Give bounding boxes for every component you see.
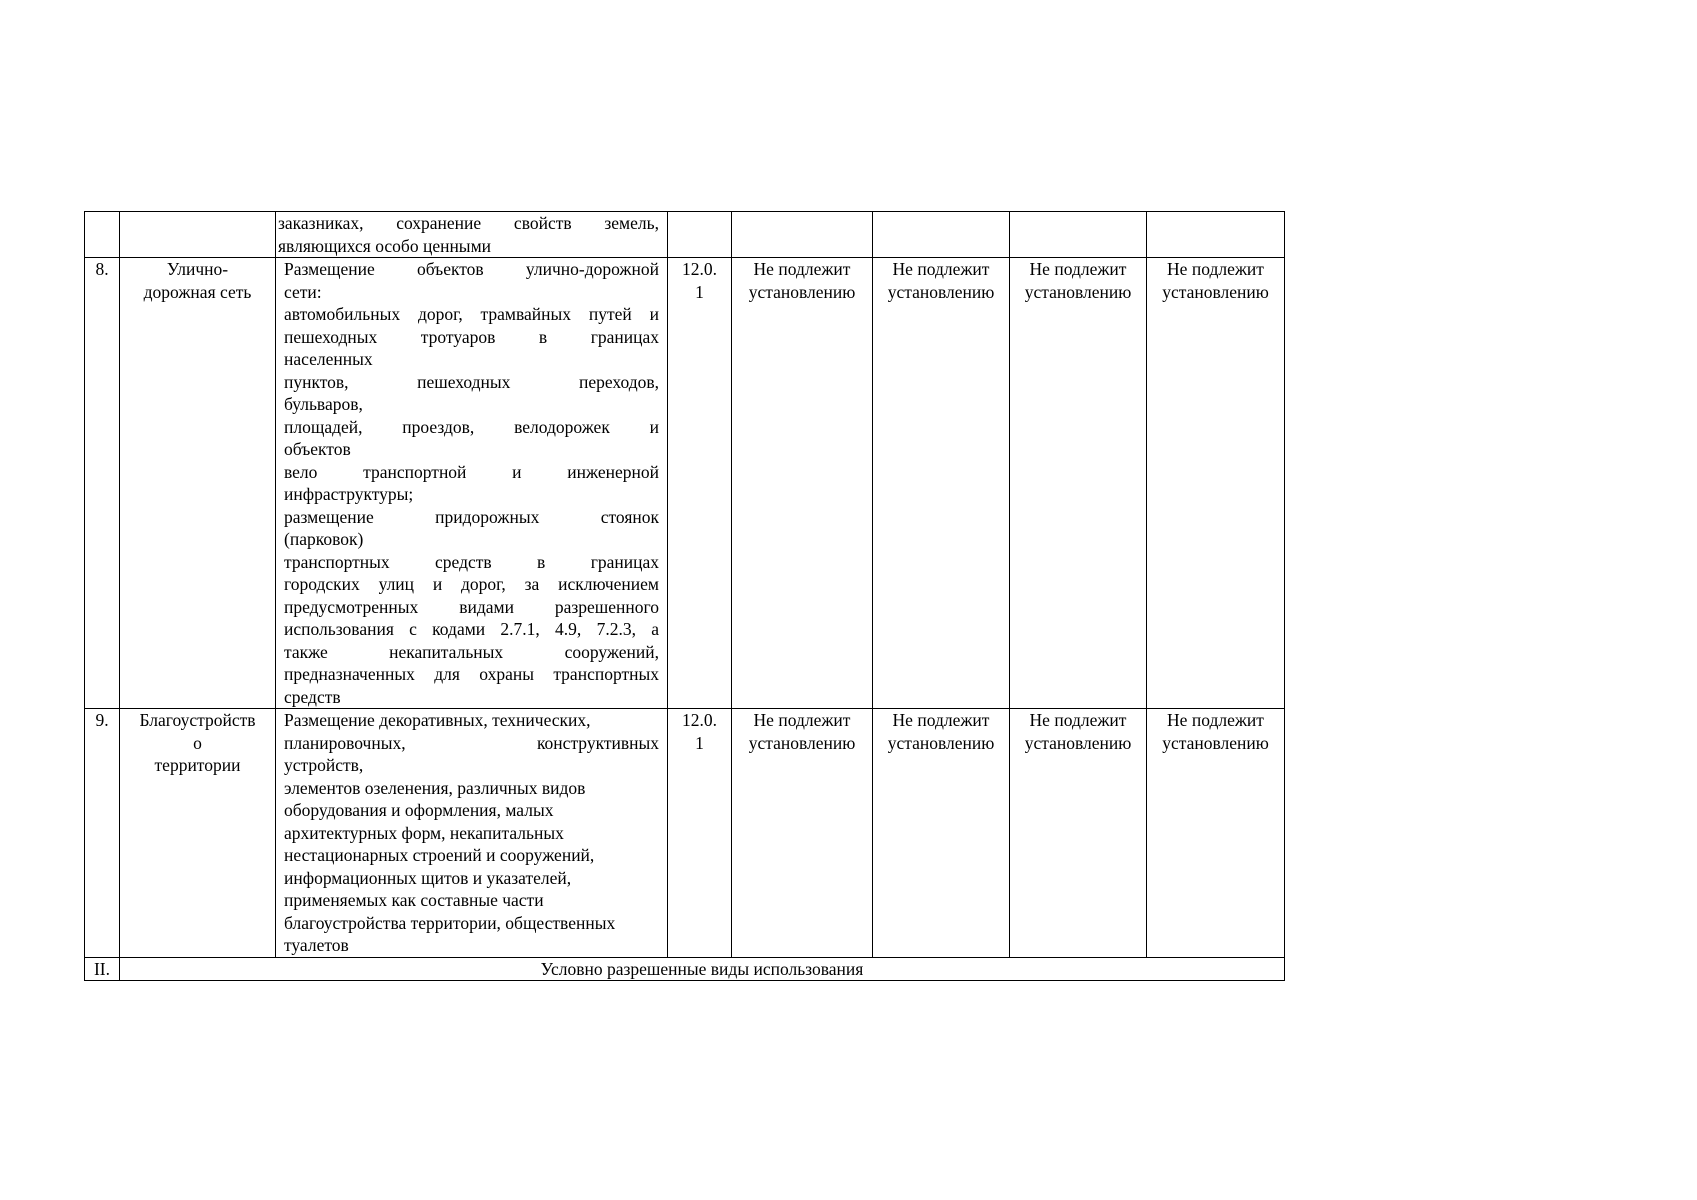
text-line: являющихся особо ценными	[278, 235, 492, 256]
param-cell-4	[1147, 709, 1285, 958]
use-name-cell	[120, 258, 276, 709]
use-name-cell	[120, 709, 276, 958]
row-number-cell: 8.	[85, 258, 120, 709]
text-line: планировочных, конструктивных	[284, 732, 659, 753]
use-code-cell	[668, 212, 732, 258]
text-line: вело транспортной и инженерной	[284, 461, 659, 482]
use-description-cell	[276, 212, 668, 258]
text-line: городских улиц и дорог, за исключением	[284, 574, 659, 594]
text-line: Благоустройств	[139, 710, 256, 730]
use-name-cell	[120, 212, 276, 258]
text-line: Не подлежит	[1029, 259, 1127, 279]
text-line: применяемых как составные части	[284, 890, 544, 910]
text-line: Размещение декоративных, технических,	[284, 710, 591, 730]
row-number-cell: 9.	[85, 709, 120, 958]
text-line: 12.0.	[682, 259, 717, 279]
param-cell-1	[732, 212, 873, 258]
permitted-use-table	[84, 211, 1285, 981]
table-row-section-ii	[85, 957, 1285, 981]
text-line: автомобильных дорог, трамвайных путей и	[284, 304, 659, 324]
text-line: предусмотренных видами разрешенного	[284, 596, 659, 617]
text-line: устройств,	[284, 755, 364, 775]
text-line: размещение придорожных стоянок	[284, 506, 659, 527]
text-line: архитектурных форм, некапитальных	[284, 822, 564, 843]
table-row-continuation	[85, 212, 1285, 258]
table-row-9	[85, 709, 1285, 958]
text-line: благоустройства территории, общественных	[284, 912, 616, 933]
text-line: Не подлежит	[753, 710, 851, 730]
text-line: установлению	[748, 281, 856, 302]
text-line: использования с кодами 2.7.1, 4.9, 7.2.3, а	[284, 619, 659, 639]
text-line: 1	[695, 281, 704, 302]
text-line: (парковок)	[284, 529, 364, 549]
text-line: о	[193, 732, 202, 753]
text-line: установлению	[1162, 281, 1269, 302]
param-cell-2	[873, 212, 1010, 258]
param-cell-2	[873, 709, 1010, 958]
text-line: туалетов	[284, 935, 349, 955]
text-line: Не подлежит	[753, 259, 851, 279]
text-line: установлению	[887, 732, 995, 753]
text-line: установлению	[1162, 732, 1269, 753]
param-cell-2	[873, 258, 1010, 709]
text-line: 12.0.	[682, 710, 717, 730]
text-line: установлению	[748, 732, 856, 753]
text-line: Размещение объектов улично-дорожной	[284, 259, 659, 279]
text-line: Не подлежит	[1167, 259, 1264, 279]
section-number-cell: II.	[85, 957, 120, 981]
param-cell-3	[1010, 709, 1147, 958]
row-number-cell	[85, 212, 120, 258]
table-row-8	[85, 258, 1285, 709]
text-line: Не подлежит	[1029, 710, 1127, 730]
text-line: также некапитальных сооружений,	[284, 641, 659, 662]
text-line: Улично-	[166, 259, 229, 279]
text-line: предназначенных для охраны транспортных	[284, 664, 659, 684]
text-line: 1	[695, 732, 704, 753]
text-line: пунктов, пешеходных переходов,	[284, 371, 659, 392]
text-line: средств	[284, 686, 341, 707]
text-line: Не подлежит	[892, 259, 990, 279]
text-line: объектов	[284, 439, 351, 459]
text-line: территории	[154, 755, 241, 775]
text-line: нестационарных строений и сооружений,	[284, 845, 595, 865]
text-line: установлению	[1024, 281, 1132, 302]
use-code-cell	[668, 258, 732, 709]
param-cell-4	[1147, 258, 1285, 709]
text-line: установлению	[1024, 732, 1132, 753]
text-line: дорожная сеть	[143, 281, 252, 302]
text-line: транспортных средств в границах	[284, 551, 659, 572]
text-line: установлению	[887, 281, 995, 302]
text-line: информационных щитов и указателей,	[284, 867, 572, 888]
param-cell-1	[732, 709, 873, 958]
text-line: бульваров,	[284, 394, 363, 414]
text-line: элементов озеленения, различных видов	[284, 777, 586, 798]
use-code-cell	[668, 709, 732, 958]
text-line: инфраструктуры;	[284, 484, 414, 504]
param-cell-1	[732, 258, 873, 709]
text-line: заказниках, сохранение свойств земель,	[278, 213, 659, 233]
use-description-cell	[276, 258, 668, 709]
param-cell-3	[1010, 212, 1147, 258]
param-cell-4	[1147, 212, 1285, 258]
text-line: Не подлежит	[892, 710, 990, 730]
text-line: оборудования и оформления, малых	[284, 800, 554, 820]
param-cell-3	[1010, 258, 1147, 709]
section-title-cell: Условно разрешенные виды использования	[120, 957, 1285, 981]
text-line: сети:	[284, 281, 322, 302]
use-description-cell	[276, 709, 668, 958]
text-line: населенных	[284, 349, 373, 369]
text-line: площадей, проездов, велодорожек и	[284, 416, 659, 437]
text-line: пешеходных тротуаров в границах	[284, 326, 659, 347]
text-line: Не подлежит	[1167, 710, 1264, 730]
